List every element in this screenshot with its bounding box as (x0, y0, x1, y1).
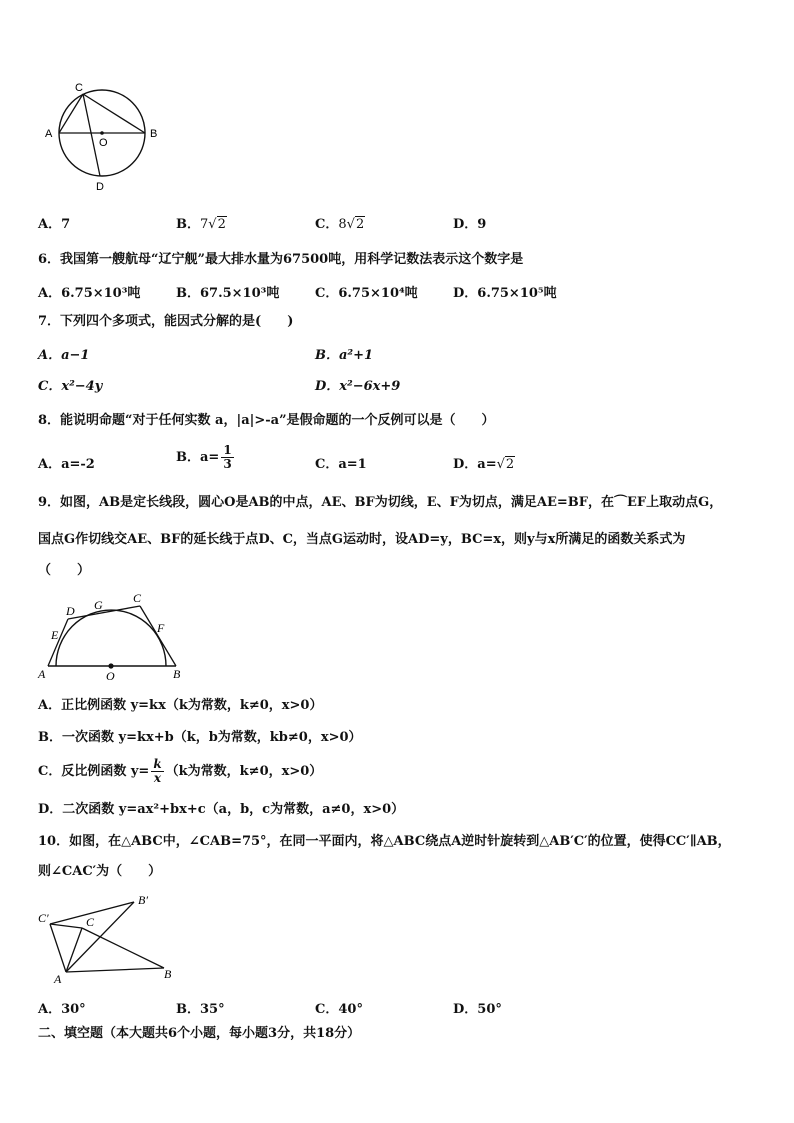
label-e: E (51, 628, 59, 642)
label-d: D (66, 604, 75, 618)
label-a: A (54, 972, 62, 986)
q7-option-b: B．a²+1 (315, 348, 374, 363)
section-2-title: 二、填空题（本大题共6个小题，每小题3分，共18分） (38, 1026, 361, 1041)
q8-option-c: C．a=1 (315, 457, 367, 472)
chord-cd (83, 94, 100, 176)
q7-option-a: A．a−1 (38, 348, 90, 363)
q7-text: 7．下列四个多项式，能因式分解的是( ) (38, 314, 294, 329)
q6-option-a: A．6.75×10³吨 (38, 286, 141, 301)
segment-cc-prime (50, 924, 82, 928)
q10-line1: 10．如图，在△ABC中，∠CAB=75°，在同一平面内，将△ABC绕点A逆时针旋转到△AB′C′的位置，使得CC′∥AB， (38, 834, 731, 849)
label-o: O (106, 669, 115, 682)
q5-option-c: C．8√2 (315, 217, 365, 232)
q8-option-d: D．a=√2 (453, 457, 515, 472)
label-c-prime: C′ (38, 911, 49, 925)
q9-option-d: D．二次函数 y=ax²+bx+c（a，b，c为常数，a≠0，x>0） (38, 802, 405, 817)
q6-option-c: C．6.75×10⁴吨 (315, 286, 418, 301)
rotation-figure (36, 890, 186, 986)
label-f: F (157, 621, 165, 635)
q10-option-b: B．35° (176, 1002, 225, 1017)
q10-option-d: D．50° (453, 1002, 502, 1017)
segment-ac-prime (50, 924, 66, 972)
tangent-bf (140, 606, 176, 666)
label-c: C (75, 82, 83, 94)
label-b: B (173, 667, 181, 681)
q9-option-c: C．反比例函数 y= $\frac{k}{x}$ （k为常数，k≠0，x>0） (38, 757, 323, 785)
semicircle-figure (36, 590, 186, 682)
segment-ab (66, 968, 164, 972)
q7-option-d: D．x²−6x+9 (315, 379, 401, 394)
q9-option-a: A．正比例函数 y=kx（k为常数，k≠0，x>0） (38, 698, 323, 713)
circle-figure (40, 78, 170, 196)
center-dot (108, 663, 113, 668)
q5-option-d: D．9 (453, 217, 487, 232)
q6-option-d: D．6.75×10⁵吨 (453, 286, 557, 301)
q5-option-b: B．7√2 (176, 217, 226, 232)
q9-option-b: B．一次函数 y=kx+b（k，b为常数，kb≠0，x>0） (38, 730, 362, 745)
q6-text: 6．我国第一艘航母“辽宁舰”最大排水量为67500吨，用科学记数法表示这个数字是 (38, 252, 524, 267)
label-d: D (96, 181, 104, 193)
q9-line1: 9．如图，AB是定长线段，圆心O是AB的中点，AE、BF为切线，E、F为切点，满足AE=BF，在⌒EF上取动点G， (38, 495, 723, 510)
q9-line2: 国点G作切线交AE、BF的延长线于点D、C，当点G运动时，设AD=y，BC=x，则y与x所满足的函数关系式为 (38, 532, 686, 547)
label-b: B (164, 967, 172, 981)
label-o: O (99, 137, 108, 149)
segment-ac (66, 928, 82, 972)
q10-option-c: C．40° (315, 1002, 363, 1017)
q8-text: 8．能说明命题“对于任何实数 a，|a|>-a”是假命题的一个反例可以是（ ） (38, 413, 495, 428)
segment-cb (82, 928, 164, 968)
q9-line3: （ ） (38, 563, 91, 578)
q10-option-a: A．30° (38, 1002, 86, 1017)
q8-option-a: A．a=-2 (38, 457, 95, 472)
center-dot (100, 131, 104, 135)
chord-ca (59, 94, 83, 133)
label-g: G (94, 598, 103, 612)
q8-option-b: B．a= $\frac{1}{3}$ (176, 443, 232, 471)
q6-option-b: B．67.5×10³吨 (176, 286, 280, 301)
label-c: C (133, 591, 142, 605)
label-c: C (86, 915, 95, 929)
q5-option-a: A．7 (38, 217, 71, 232)
q7-option-c: C．x²−4y (38, 379, 103, 394)
q8-options (38, 444, 758, 476)
label-a: A (38, 667, 46, 681)
label-b-prime: B′ (138, 893, 148, 907)
segment-ab-prime (66, 902, 134, 972)
chord-cb (83, 94, 145, 133)
label-a: A (45, 128, 53, 140)
tangent-ae (48, 619, 68, 666)
label-b: B (150, 128, 158, 140)
q10-line2: 则∠CAC′为（ ） (38, 864, 162, 879)
